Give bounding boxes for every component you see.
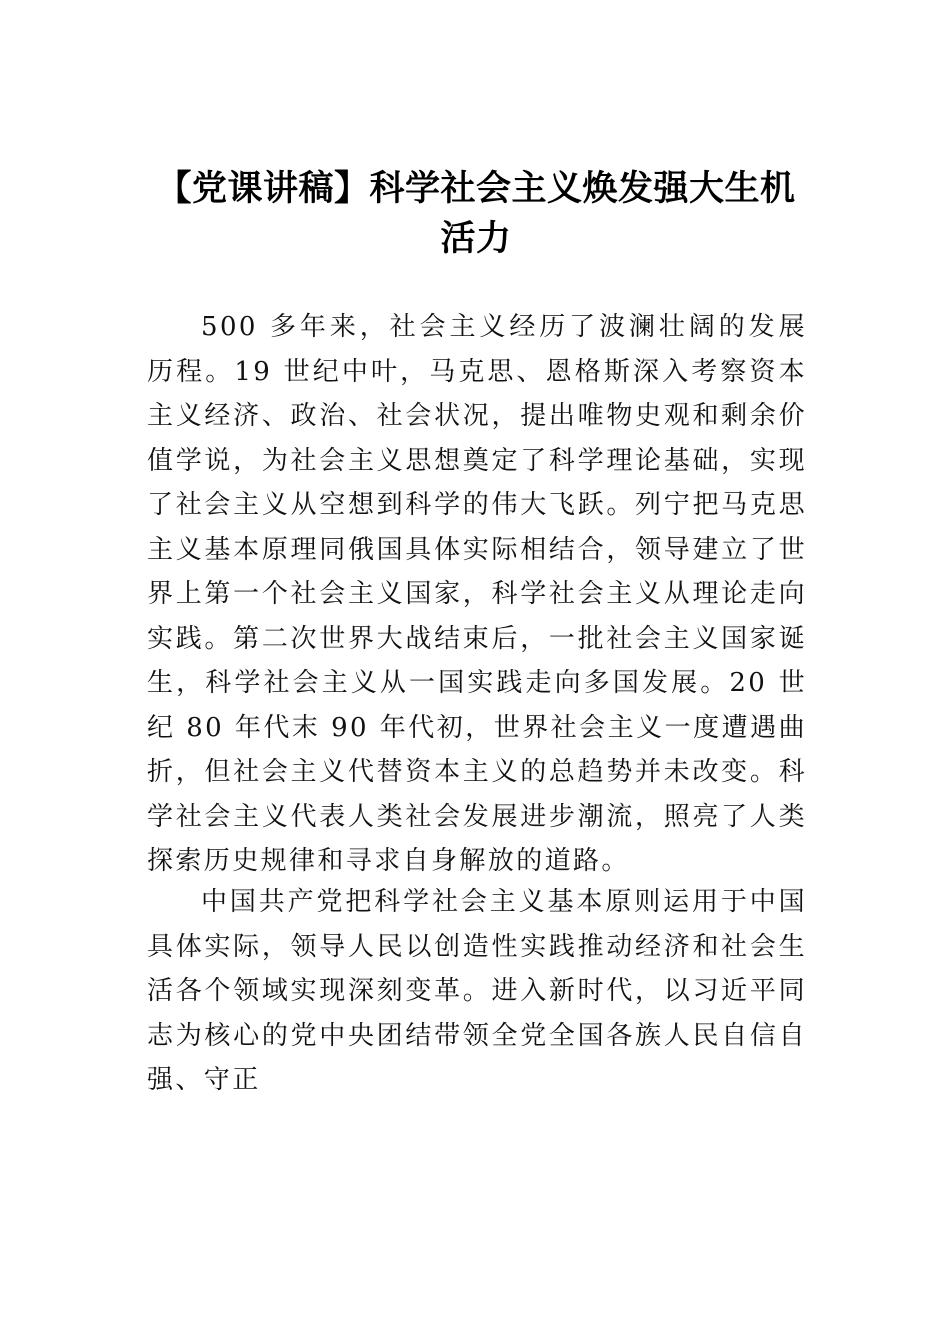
body-paragraph-1: 500 多年来，社会主义经历了波澜壮阔的发展历程。19 世纪中叶，马克思、恩格斯深入考察资本主义经济、政治、社会状况，提出唯物史观和剩余价值学说，为社会主义思想奠定了科学理论基础，实现了社会主义从空想到科学的伟大飞跃。列宁把马克思主义基本原理同俄国具体实际相结合，领导建立了世界上第一个社会主义国家，科学社会主义从理论走向实践。第二次世界大战结束后，一批社会主义国家诞生，科学社会主义从一国实践走向多国发展。20 世纪 80 年代末 90 年代初，世界社会主义一度遭遇曲折，但社会主义代替资本主义的总趋势并未改变。科学社会主义代表人类社会发展进步潮流，照亮了人类探索历史规律和寻求自身解放的道路。 <box>147 312 807 876</box>
document-title: 【党课讲稿】科学社会主义焕发强大生机活力 <box>156 169 796 259</box>
body-paragraph-2: 中国共产党把科学社会主义基本原则运用于中国具体实际，领导人民以创造性实践推动经济和社会生活各个领域实现深刻变革。进入新时代，以习近平同志为核心的党中央团结带领全党全国各族人民自信自强、守正 <box>147 887 807 1095</box>
